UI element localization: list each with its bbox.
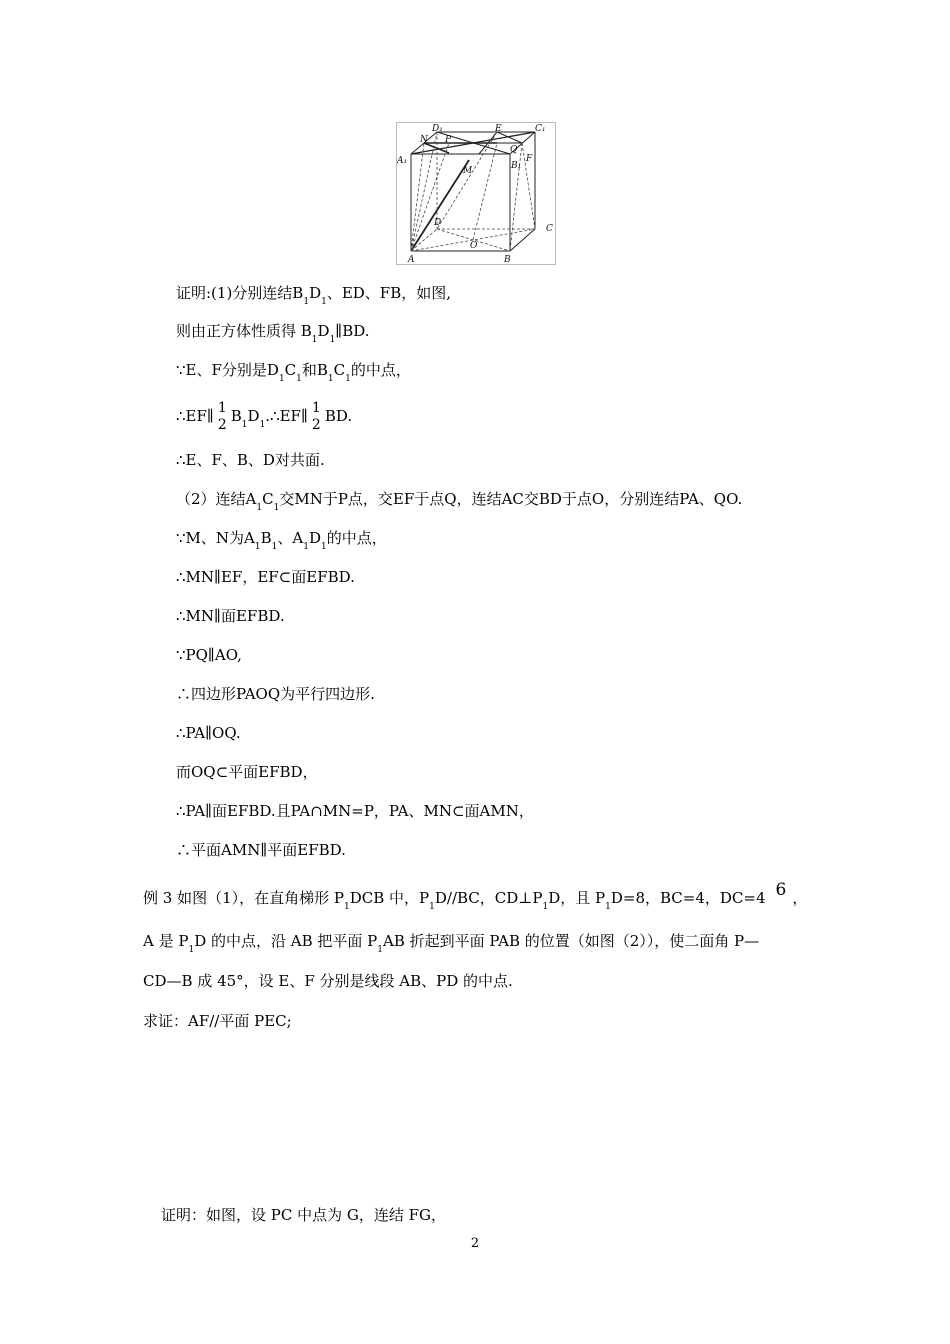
label-d: D [434, 218, 442, 228]
proof1-line12: ∴PA∥OQ. [176, 724, 241, 742]
example3-line4: 求证：AF//平面 PEC; [143, 1012, 292, 1030]
proof1-line3: ∵E、F分别是$D_1C_1$和$B_1C_1$的中点， [176, 361, 411, 384]
label-b1: B₁ [511, 161, 522, 171]
proof1-line14: ∴PA∥面EFBD.且PA∩MN=P，PA、MN⊂面AMN， [176, 802, 534, 820]
label-q: Q [510, 145, 518, 155]
label-a1: A₁ [397, 156, 408, 166]
proof1-line6: （2）连结$A_1C_1$交MN于P点，交EF于点Q，连结AC交BD于点O，分别连结PA、QO. [176, 490, 743, 513]
label-e: E [495, 124, 502, 134]
proof1-line1: 证明:(1)分别连结$B_1D_1$、ED、FB，如图, [176, 284, 452, 307]
example3-line2: A 是 $P_1D$ 的中点，沿 AB 把平面 $P_1AB$ 折起到平面 PAB 的位置（如图（2）），使二面角 P— [143, 932, 760, 955]
proof1-line11: ∴四边形PAOQ为平行四边形. [176, 685, 375, 703]
proof1-line10: ∵PQ∥AO, [176, 646, 242, 664]
proof1-line13: 而OQ⊂平面EFBD， [176, 763, 318, 781]
label-n: N [420, 135, 428, 145]
label-c1: C₁ [535, 124, 546, 134]
cube-diagram [397, 123, 555, 264]
fraction-half: 1 2 [217, 400, 227, 433]
proof1-line7: ∵M、N为$A_1B_1$、$A_1D_1$的中点， [176, 529, 387, 552]
cube-figure [396, 122, 556, 265]
label-d1: D₁ [432, 124, 443, 134]
proof1-line5: ∴E、F、B、D对共面. [176, 451, 325, 469]
proof1-line4: ∴EF∥ 1 2 $B_1D_1.\therefore EF\parallel$ 1 2 BD. [176, 400, 353, 433]
label-b: B [504, 255, 511, 264]
label-a: A [408, 255, 415, 264]
label-p: P [445, 135, 452, 145]
label-o: O [470, 241, 478, 251]
label-c: C [546, 224, 553, 234]
proof1-line8: ∴MN∥EF，EF⊂面EFBD. [176, 568, 355, 586]
fraction-half: 1 2 [311, 400, 321, 433]
example3-line1: 例 3 如图（1），在直角梯形 $P_1DCB$ 中，$P_1D//BC$，$CD\perp P_1D$，且 $P_1D=8$，BC=4，DC=4 6 ， [143, 880, 808, 912]
label-f: F [526, 154, 533, 164]
proof1-line9: ∴MN∥面EFBD. [176, 607, 285, 625]
proof1-line15: ∴平面AMN∥平面EFBD. [176, 841, 346, 859]
example3-line3: CD—B 成 45°，设 E、F 分别是线段 AB、PD 的中点. [143, 972, 513, 990]
proof2-line1: 证明：如图，设 PC 中点为 G，连结 FG， [161, 1206, 447, 1224]
page-number: 2 [470, 1236, 480, 1251]
proof1-line2: 则由正方体性质得 $B_1D_1\parallel BD$. [176, 322, 370, 345]
label-m: M [463, 166, 473, 176]
